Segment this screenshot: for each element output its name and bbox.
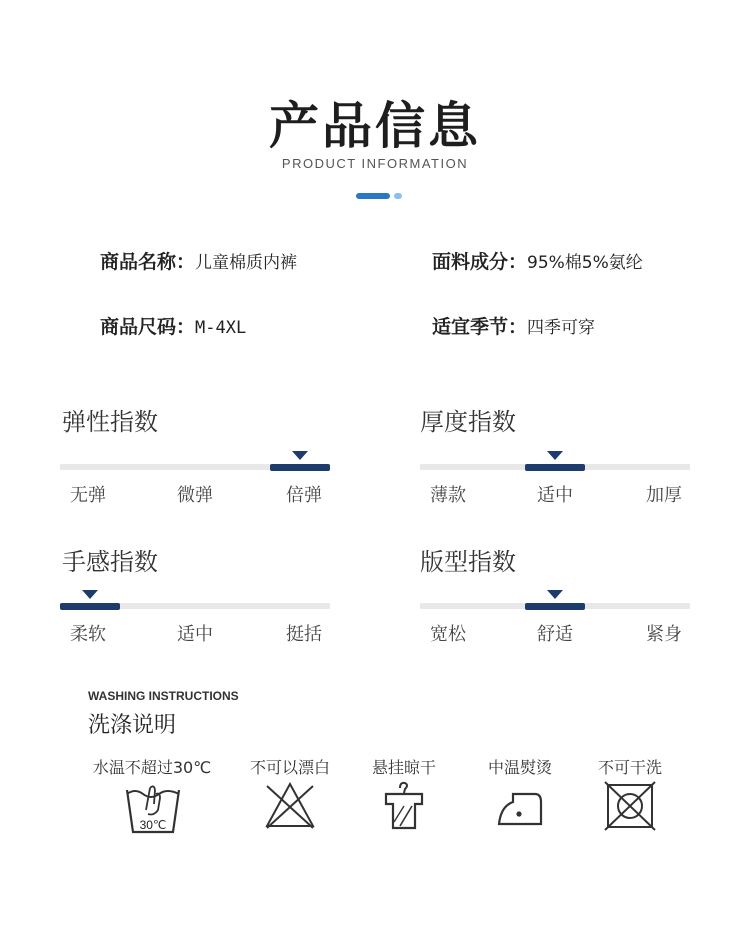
index-label: 挺括	[286, 624, 322, 645]
index-label: 舒适	[537, 624, 573, 645]
info-size	[100, 312, 246, 339]
info-value: 95%棉5%氨纶	[527, 253, 643, 273]
no-bleach-icon	[264, 780, 316, 830]
feel-index-scale	[60, 603, 330, 645]
index-label: 薄款	[430, 485, 466, 506]
title-underline-dot	[394, 193, 402, 199]
wash-temp-text: 30℃	[139, 818, 167, 832]
info-key: 商品名称：	[100, 251, 196, 273]
wash-label: 水温不超过30℃	[92, 758, 212, 777]
info-key: 面料成分：	[432, 251, 528, 273]
index-label: 无弹	[70, 485, 106, 506]
wash-label: 不可干洗	[597, 758, 663, 777]
feel-index-title: 手感指数	[62, 548, 158, 576]
info-product-name	[100, 247, 297, 274]
washing-title-cn: 洗涤说明	[88, 713, 177, 738]
index-label: 紧身	[646, 624, 682, 645]
index-label: 微弹	[177, 485, 213, 506]
index-marker-icon	[547, 451, 563, 460]
thickness-index-title: 厚度指数	[420, 408, 516, 436]
fit-index-scale	[420, 603, 690, 645]
wash-label: 中温熨烫	[487, 758, 553, 777]
info-key: 适宜季节：	[432, 316, 528, 338]
index-fill	[270, 464, 330, 471]
index-track	[420, 603, 690, 609]
index-track	[60, 464, 330, 470]
index-label: 倍弹	[286, 485, 322, 506]
wash-label: 不可以漂白	[249, 758, 331, 777]
index-marker-icon	[82, 590, 98, 599]
info-value: 儿童棉质内裤	[195, 253, 298, 273]
thickness-index-scale	[420, 464, 690, 506]
elasticity-index-scale	[60, 464, 330, 506]
title-underline-bar	[356, 193, 390, 199]
index-track	[420, 464, 690, 470]
page-subtitle: PRODUCT INFORMATION	[281, 156, 469, 171]
index-marker-icon	[292, 451, 308, 460]
info-value: 四季可穿	[527, 318, 596, 338]
iron-medium-icon	[495, 780, 547, 830]
wash-30-icon	[124, 780, 182, 836]
index-fill	[525, 603, 585, 610]
index-fill	[525, 464, 585, 471]
no-dryclean-icon	[603, 780, 657, 832]
index-label: 宽松	[430, 624, 466, 645]
index-label: 适中	[177, 624, 213, 645]
wash-label: 悬挂晾干	[371, 758, 437, 777]
index-label: 柔软	[70, 624, 106, 645]
index-label: 加厚	[646, 485, 682, 506]
washing-title-en: WASHING INSTRUCTIONS	[88, 689, 239, 703]
index-fill	[60, 603, 120, 610]
index-label: 适中	[537, 485, 573, 506]
info-value: M-4XL	[195, 318, 247, 338]
elasticity-index-title: 弹性指数	[62, 408, 158, 436]
info-season	[432, 312, 595, 339]
fit-index-title: 版型指数	[420, 548, 516, 576]
page-title: 产品信息	[269, 97, 481, 155]
info-key: 商品尺码：	[100, 316, 196, 338]
hang-dry-icon	[380, 780, 428, 832]
index-marker-icon	[547, 590, 563, 599]
index-track	[60, 603, 330, 609]
info-fabric	[432, 247, 643, 274]
